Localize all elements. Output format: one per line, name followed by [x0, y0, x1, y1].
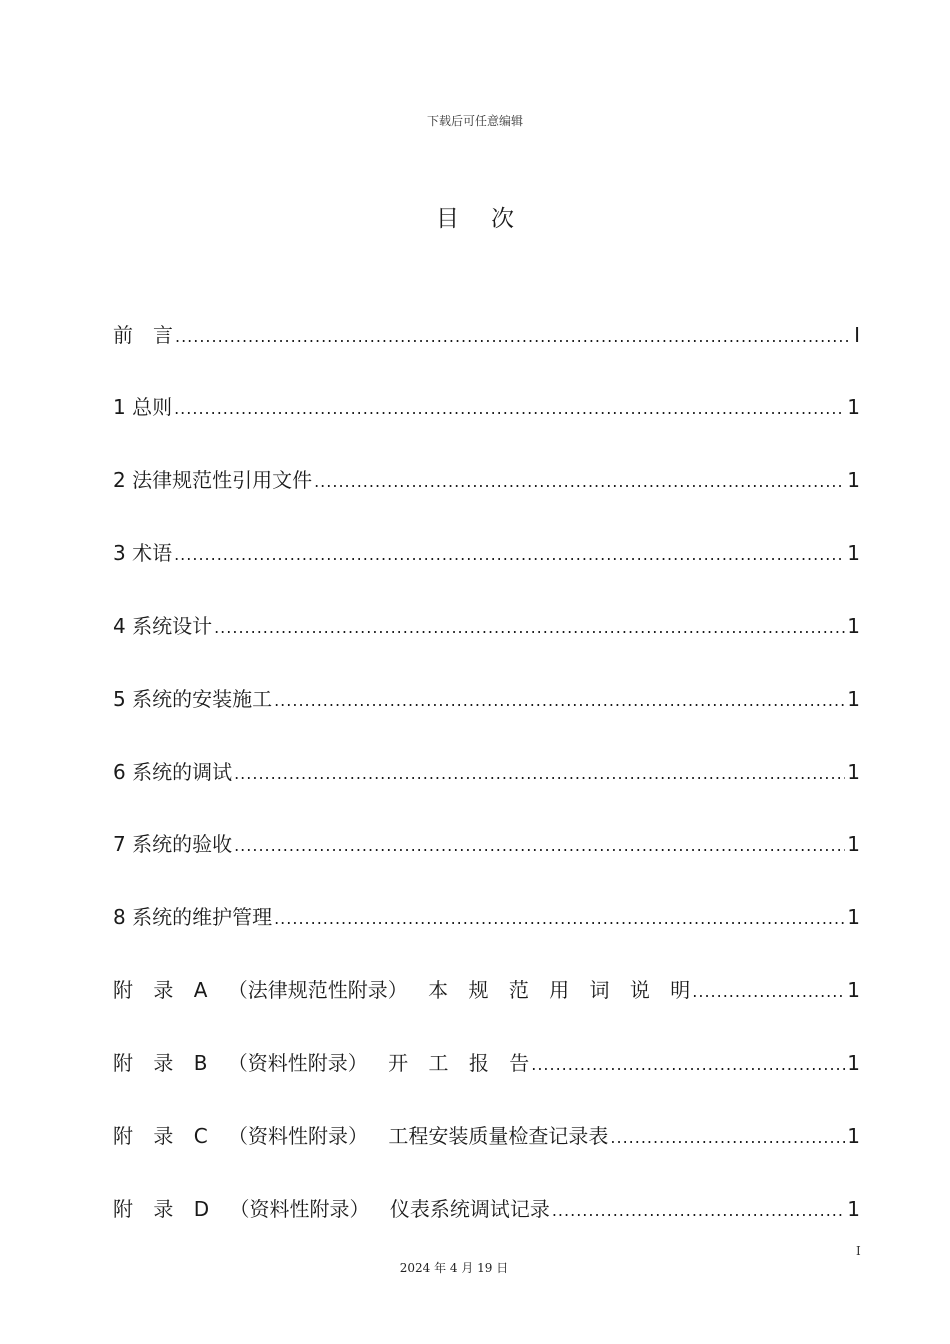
toc-leader-dots: [314, 467, 845, 497]
toc-entry-2[interactable]: [113, 465, 860, 495]
toc-entry-label: 附 录 C （资料性附录） 工程安装质量检查记录表: [113, 1124, 609, 1148]
toc-entry-label: 附 录 A （法律规范性附录） 本 规 范 用 词 说 明: [113, 978, 691, 1002]
toc-entry-page: 1: [847, 395, 860, 419]
toc-entry-page: 1: [847, 832, 860, 856]
toc-entry-page: 1: [847, 978, 860, 1002]
toc-entry-label: 前 言: [113, 323, 173, 347]
toc-entry-label: 8 系统的维护管理: [113, 905, 273, 929]
toc-entry-label: 1 总则: [113, 395, 173, 419]
toc-leader-dots: [175, 322, 852, 352]
toc-leader-dots: [174, 540, 845, 570]
header-note: 下载后可任意编辑: [426, 114, 523, 128]
toc-leader-dots: [214, 613, 845, 643]
page-number-mark: I: [856, 1244, 861, 1258]
toc-leader-dots: [274, 904, 845, 934]
title-char-1: 目: [436, 206, 459, 232]
toc-entry-appendix-a[interactable]: [113, 975, 860, 1005]
toc-entry-page: 1: [847, 760, 860, 784]
toc-entry-8[interactable]: [113, 902, 860, 932]
footer-date: 2024 年 4 月 19 日: [399, 1261, 509, 1275]
toc-entry-label: 附 录 D （资料性附录） 仪表系统调试记录: [113, 1197, 550, 1221]
toc-entry-7[interactable]: [113, 829, 860, 859]
toc-leader-dots: [692, 977, 845, 1007]
toc-entry-label: 2 法律规范性引用文件: [113, 468, 313, 492]
toc-leader-dots: [234, 759, 845, 789]
toc-entry-page: 1: [847, 905, 860, 929]
toc-entry-preface[interactable]: [113, 320, 860, 350]
toc-entry-label: 附 录 B （资料性附录） 开 工 报 告: [113, 1051, 530, 1075]
toc-entry-page: 1: [847, 614, 860, 638]
toc-entry-label: 4 系统设计: [113, 614, 213, 638]
toc-leader-dots: [552, 1196, 845, 1226]
toc-entry-label: 6 系统的调试: [113, 760, 233, 784]
toc-entry-label: 5 系统的安装施工: [113, 687, 273, 711]
toc-entry-3[interactable]: [113, 538, 860, 568]
toc-entry-page: 1: [847, 468, 860, 492]
toc-entry-appendix-b[interactable]: [113, 1048, 860, 1078]
toc-leader-dots: [174, 394, 845, 424]
toc-entry-page: 1: [847, 1197, 860, 1221]
page-title: [0, 200, 950, 233]
toc-entry-1[interactable]: [113, 392, 860, 422]
toc-entry-5[interactable]: [113, 684, 860, 714]
toc-entry-label: 7 系统的验收: [113, 832, 233, 856]
toc-entry-page: 1: [847, 541, 860, 565]
toc-leader-dots: [234, 831, 845, 861]
toc-entry-appendix-c[interactable]: [113, 1121, 860, 1151]
toc-leader-dots: [610, 1123, 845, 1153]
toc-entry-4[interactable]: [113, 611, 860, 641]
toc-entry-appendix-d[interactable]: [113, 1194, 860, 1224]
toc-entry-page: 1: [847, 1124, 860, 1148]
title-char-2: 次: [491, 206, 514, 232]
toc-entry-6[interactable]: [113, 757, 860, 787]
toc-leader-dots: [531, 1050, 845, 1080]
toc-entry-page: 1: [847, 687, 860, 711]
toc-leader-dots: [274, 686, 845, 716]
toc-entry-page: 1: [847, 1051, 860, 1075]
toc-entry-page: I: [854, 323, 860, 347]
toc-entry-label: 3 术语: [113, 541, 173, 565]
